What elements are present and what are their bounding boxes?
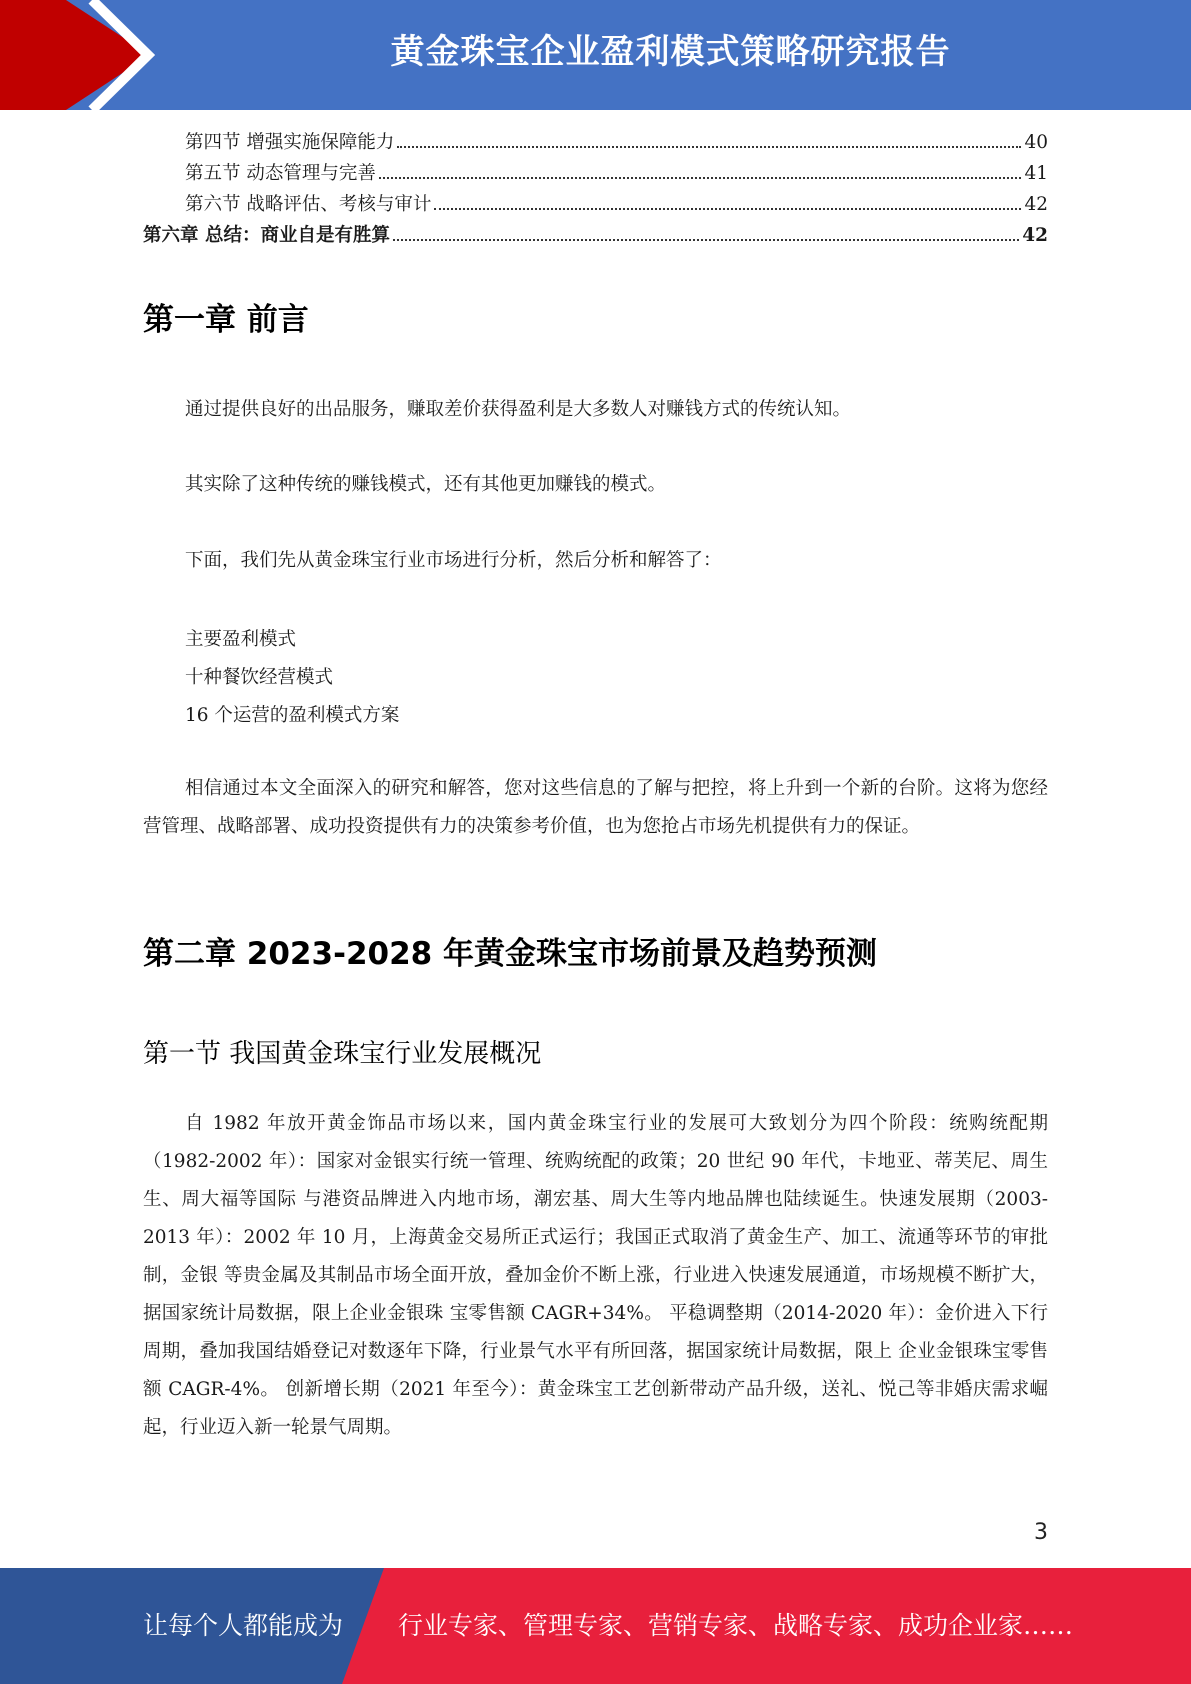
toc-entry-page: 42	[1024, 194, 1048, 215]
paragraph: 相信通过本文全面深入的研究和解答，您对这些信息的了解与把控，将上升到一个新的台阶。这将为您经营管理、战略部署、成功投资提供有力的决策参考价值，也为您抢占市场先机提供有力的保证。	[143, 778, 1048, 837]
toc-leader	[379, 177, 1022, 179]
list-item: 十种餐饮经营模式	[185, 667, 334, 688]
section-heading: 第一节 我国黄金珠宝行业发展概况	[143, 1039, 542, 1069]
toc-entry-label: 第四节 增强实施保障能力	[185, 132, 395, 153]
header-red-arrow	[0, 0, 150, 110]
list-item: 主要盈利模式	[185, 629, 297, 650]
toc-leader	[434, 208, 1021, 210]
footer-slogan-left: 让每个人都能成为	[143, 1611, 344, 1640]
toc-entry-label: 第五节 动态管理与完善	[185, 163, 376, 184]
page-header	[0, 0, 1191, 110]
toc-chapter-entry[interactable]	[143, 221, 1048, 252]
chapter-2-heading: 第二章 2023-2028 年黄金珠宝市场前景及趋势预测	[143, 936, 878, 972]
toc-entry[interactable]	[143, 128, 1048, 159]
chapter-1-heading: 第一章 前言	[143, 302, 309, 338]
toc-entry[interactable]	[143, 159, 1048, 190]
footer-slogan-right: 行业专家、管理专家、营销专家、战略专家、成功企业家……	[398, 1611, 1074, 1640]
paragraph: 自 1982 年放开黄金饰品市场以来，国内黄金珠宝行业的发展可大致划分为四个阶段：统购统配期（1982-2002 年）：国家对金银实行统一管理、统购统配的政策；20 世纪 90 年代，卡地亚、蒂芙尼、周生生、周大福等国际 与港资品牌进入内地市场，潮宏基、周大生等内地品牌也陆续诞生。快速发展期（2003-2013 年）：2002 年 10 月，上海黄金交易所正式运行；我国正式取消了黄金生产、加工、流通等环节的审批制，金银 等贵金属及其制品市场全面开放，叠加金价不断上涨，行业进入快速发展通道，市场规模不断扩大，据国家统计局数据，限上企业金银珠 宝零售额 CAGR+34%。 平稳调整期（2014-2020 年）：金价进入下行周期，叠加我国结婚登记对数逐年下降，行业景气水平有所回落，据国家统计局数据，限上 企业金银珠宝零售额 CAGR-4%。 创新增长期（2021 年至今）：黄金珠宝工艺创新带动产品升级，送礼、悦己等非婚庆需求崛起，行业迈入新一轮景气周期。	[143, 1113, 1048, 1438]
toc-leader	[397, 146, 1021, 148]
toc-entry-label: 第六章 总结：商业自是有胜算	[143, 225, 390, 246]
paragraph: 其实除了这种传统的赚钱模式，还有其他更加赚钱的模式。	[185, 474, 667, 495]
toc-entry-label: 第六节 战略评估、考核与审计	[185, 194, 432, 215]
toc-leader	[393, 239, 1019, 241]
toc-entry-page: 41	[1024, 163, 1048, 184]
toc-entry[interactable]	[143, 190, 1048, 221]
page-number: 3	[1034, 1520, 1048, 1545]
list-item: 16 个运营的盈利模式方案	[185, 705, 400, 726]
header-title: 黄金珠宝企业盈利模式策略研究报告	[390, 32, 951, 72]
toc-entry-page: 40	[1024, 132, 1048, 153]
paragraph: 下面，我们先从黄金珠宝行业市场进行分析，然后分析和解答了：	[185, 550, 722, 571]
table-of-contents	[143, 128, 1048, 252]
toc-entry-page: 42	[1022, 225, 1048, 246]
page-footer	[0, 1568, 1191, 1684]
paragraph: 通过提供良好的出品服务，赚取差价获得盈利是大多数人对赚钱方式的传统认知。	[185, 399, 852, 420]
